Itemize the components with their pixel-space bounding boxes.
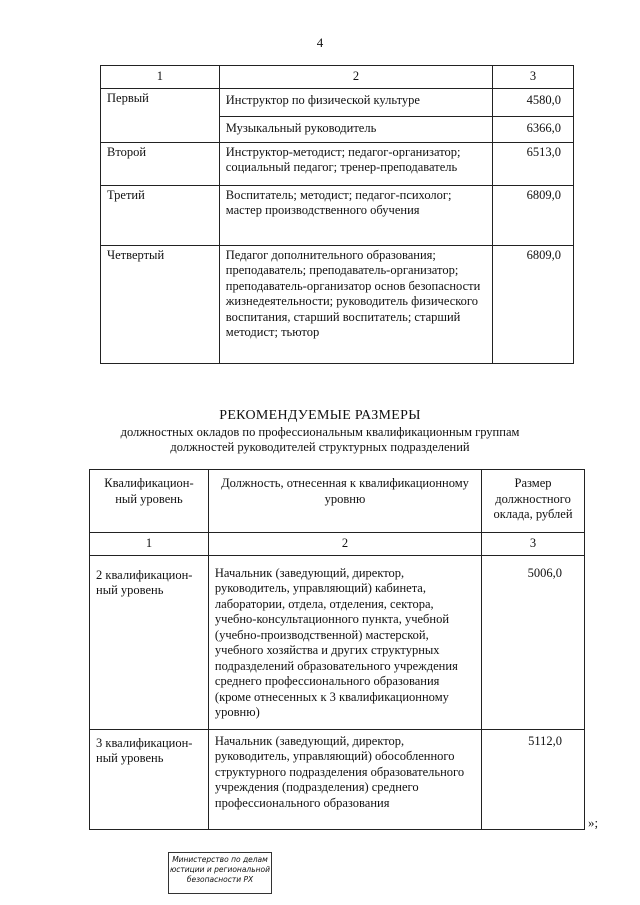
position-cell: Педагог дополнительного образования; преподаватель; преподаватель-организатор; преподаватель-организатор основ безопасности жизнедеятельности; руководитель физического воспитания, старший воспитатель; старший методист; тьютор	[219, 245, 492, 363]
table-header-row	[101, 66, 574, 89]
position-cell: Начальник (заведующий, директор, руководитель, управляющий) кабинета, лаборатории, отдела, отделения, сектора, учебно-консультационного пункта, учебной (учебно-производственной) мастерской, учебного хозяйства и других структурных подразделений образовательного учреждения среднего профессионального образования (кроме отнесенных к 3 квалификационному уровню)	[208, 555, 481, 729]
salary-cell: 5112,0	[482, 729, 585, 829]
registration-stamp: Министерство по делам юстиции и региональной безопасности РХ	[168, 852, 272, 894]
salary-table-1	[100, 65, 574, 364]
section-subtitle	[0, 425, 640, 455]
subtitle-line: должностных окладов по профессиональным квалификационным группам	[120, 425, 520, 439]
position-cell: Музыкальный руководитель	[219, 116, 492, 142]
table-row	[101, 245, 574, 363]
table-colnum-row	[90, 533, 585, 556]
position-cell: Начальник (заведующий, директор, руководитель, управляющий) обособленного структурного подразделения образовательного учреждения (подразделения) среднего профессионального образования	[208, 729, 481, 829]
position-cell: Инструктор по физической культуре	[219, 88, 492, 116]
table-row	[101, 116, 574, 142]
level-cell: 2 квалификацион-ный уровень	[90, 555, 209, 729]
level-cell: 3 квалификацион-ный уровень	[90, 729, 209, 829]
table-row	[90, 729, 585, 829]
header-cell: 1	[101, 66, 220, 89]
closing-quote: »;	[588, 815, 599, 830]
section-title: РЕКОМЕНДУЕМЫЕ РАЗМЕРЫ	[219, 408, 421, 423]
table-header-row	[90, 470, 585, 533]
salary-cell: 6809,0	[493, 245, 574, 363]
level-cell: Первый	[101, 88, 220, 116]
level-cell: Второй	[101, 142, 220, 185]
level-cell: Четвертый	[101, 245, 220, 363]
colnum-cell: 1	[90, 533, 209, 556]
table-row	[101, 142, 574, 185]
header-cell: 3	[493, 66, 574, 89]
table-row	[90, 555, 585, 729]
header-cell: Размер должностного оклада, рублей	[482, 470, 585, 533]
header-cell: Должность, отнесенная к квалификационному уровню	[208, 470, 481, 533]
header-cell: Квалификацион-ный уровень	[90, 470, 209, 533]
subtitle-line: должностей руководителей структурных подразделений	[170, 440, 470, 454]
position-cell: Воспитатель; методист; педагог-психолог; мастер производственного обучения	[219, 185, 492, 245]
colnum-cell: 3	[482, 533, 585, 556]
salary-cell: 6513,0	[493, 142, 574, 185]
level-cell: Третий	[101, 185, 220, 245]
salary-cell: 4580,0	[493, 88, 574, 116]
salary-cell: 6809,0	[493, 185, 574, 245]
salary-table-2	[89, 469, 585, 830]
salary-cell: 6366,0	[493, 116, 574, 142]
table-row	[101, 185, 574, 245]
page-number: 4	[316, 35, 324, 50]
level-cell	[101, 116, 220, 142]
table-row	[101, 88, 574, 116]
salary-cell: 5006,0	[482, 555, 585, 729]
position-cell: Инструктор-методист; педагог-организатор; социальный педагог; тренер-преподаватель	[219, 142, 492, 185]
header-cell: 2	[219, 66, 492, 89]
colnum-cell: 2	[208, 533, 481, 556]
